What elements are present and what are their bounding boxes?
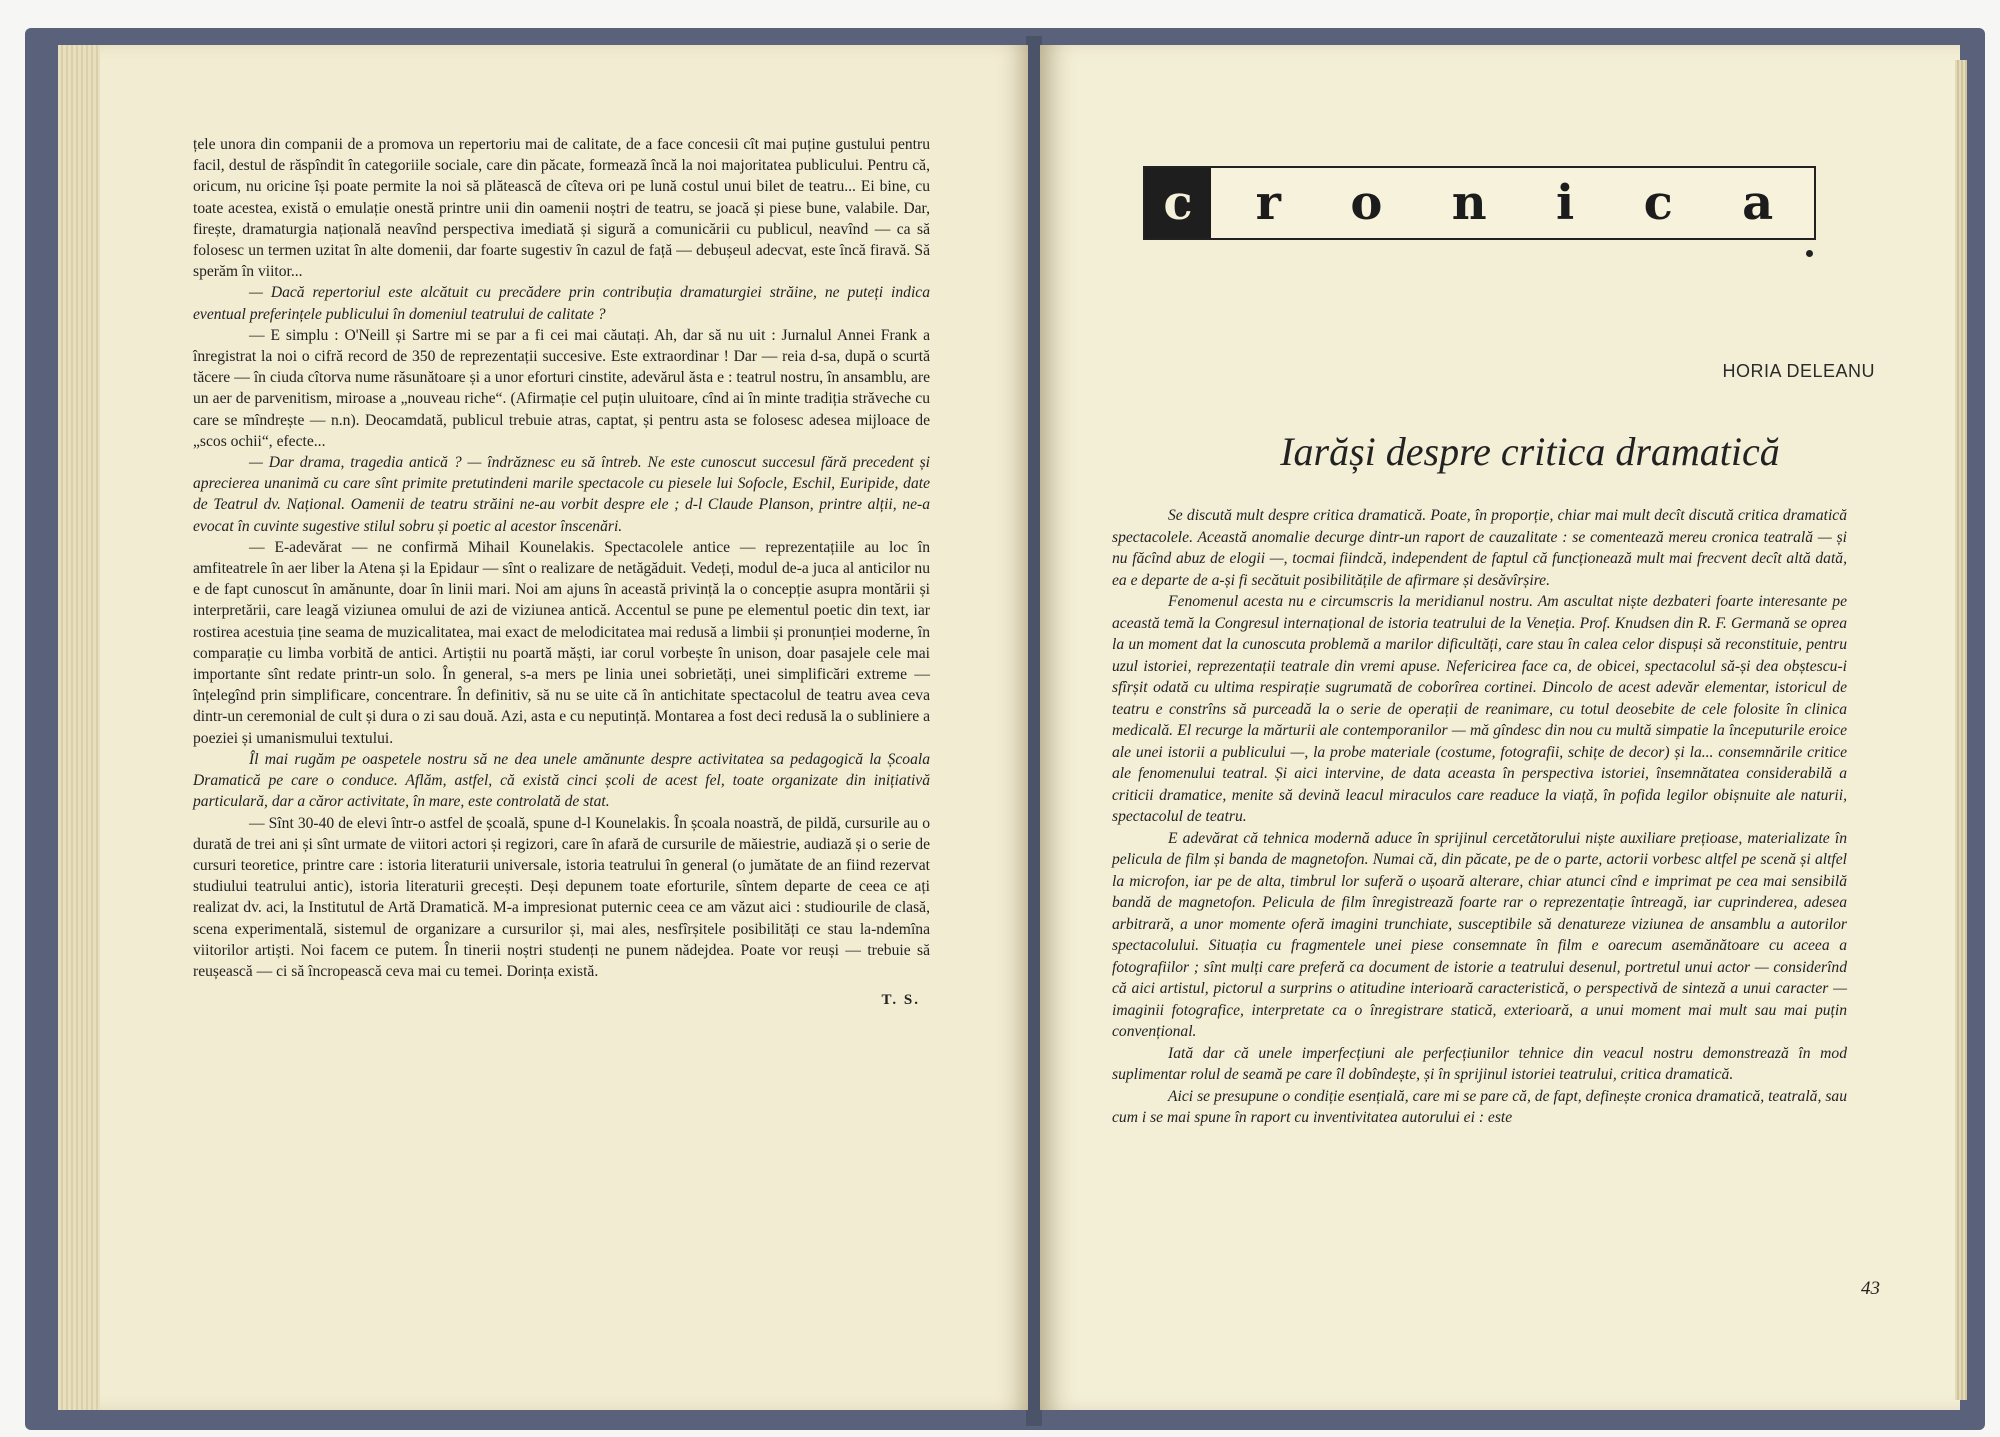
left-paragraph-4: — Dar drama, tragedia antică ? — îndrăznesc eu să întreb. Ne este cunoscut succesul fără precedent și aprecierea unanimă cu care sînt primite pretutindeni marile spectacole cu piesele lui Sofocle, Eschil, Euripide, date de Teatrul dv. Național. Oamenii de teatru străini ne-au vorbit despre ele ; d-l Claude Planson, printre alții, ne-a evocat în cuvinte sugestive stilul sobru și poetic al acestor înscenări. bbox=[193, 454, 930, 535]
signature: T. S. bbox=[881, 992, 920, 1009]
left-page-text bbox=[193, 134, 930, 1011]
page-number: 43 bbox=[1861, 1278, 1880, 1299]
masthead-letter: n bbox=[1451, 175, 1487, 231]
section-masthead bbox=[1143, 166, 1816, 240]
right-paragraph-1: Se discută mult despre critica dramatică. Poate, în proporție, chiar mai mult decît discută critica dramatică spectacolele. Această anomalie decurge dintr-un raport de cauzalitate : se comentează mereu cronica teatrală — și nu făcînd abuz de elogii —, tocmai fiindcă, independent de faptul că funcționează mult mai frecvent decît altă dată, ea e departe de a-și fi secătuit posibilitățile de afirmare și desăvîrșire. bbox=[1112, 507, 1847, 589]
right-paragraph-3: E adevărat că tehnica modernă aduce în sprijinul cercetătorului niște auxiliare prețioase, materializate în pelicula de film și banda de magnetofon. Numai că, din păcate, pe de o parte, actorii vorbesc altfel pe scenă și altfel la microfon, iar pe de alta, timbrul lor suferă o ușoară alterare, chiar atunci cînd e imprimat pe cea mai sensibilă bandă de magnetofon. Pelicula de film înregistrează foarte rar o reprezentație întreagă, iar cuprinderea, adesea arbitrară, a unor momente oferă imagini trunchiate, susceptibile să denatureze viziunea de ansamblu a autorilor spectacolului. Situația cu fragmentele unei piese consemnate în film e oarecum asemănătoare cu aceea a fotografiilor ; sînt mulți care preferă ca document de istorie a teatrului desenul, portretul unui actor — considerînd că aici artistul, pictorul a surprins o atitudine interioară caracteristică, o perspectivă de sinteză a unui caracter — imaginii fotografice, interpretate ca o înregistrare statică, exterioară, a unui moment mai mult sau mai puțin convențional. bbox=[1112, 829, 1847, 1040]
left-paragraph-1: țele unora din companii de a promova un repertoriu mai de calitate, de a face concesii cît mai puține gustului pentru facil, destul de răspîndit în categoriile sociale, care din păcate, formează încă la noi majoritatea publicului. Pentru că, oricum, nu oricine își poate permite la noi să plătească de cîteva ori pe lună costul unui bilet de teatru... Ei bine, cu toate acestea, există o emulație onestă printre unii din oamenii noștri de teatru, se joacă și piese bune, valabile. Dar, firește, dramaturgia națională neavînd perspectiva imediată și sigură a comunicării cu publicul, neavînd — ca să folosesc un termen uzitat în alte domenii, dar foarte sugestiv în cazul de față — debușeul adecvat, este încă firavă. Să sperăm în viitor... bbox=[193, 136, 930, 281]
article-author: HORIA DELEANU bbox=[1722, 361, 1875, 381]
masthead-letter: a bbox=[1742, 175, 1774, 231]
masthead-letter: c bbox=[1643, 175, 1673, 231]
masthead-letters bbox=[1211, 175, 1814, 231]
right-paragraph-2: Fenomenul acesta nu e circumscris la meridianul nostru. Am ascultat niște dezbateri foarte interesante pe această temă la Congresul internațional de istoria teatrului de la Veneția. Prof. Knudsen din R. F. Germană se oprea la un moment dat la cunoscuta problemă a marilor dificultăți, care stau în calea celor dispuși să reconstituie, pentru uzul istoriei, reprezentații teatrale din vremi apuse. Nefericirea face ca, de obicei, spectacolul să-și dea obștescu-i sfîrșit odată cu ultima respirație sugrumată de coborîrea cortinei. Dincolo de acest adevăr elementar, istoricul de teatru e constrîns să purceadă la o serie de operații de reanimare, cu totul deosebite de cele folosite în clinica medicală. El recurge la mărturii ale contemporanilor — mă gîndesc din nou cu multă simpatie la începuturile eroice ale unei istorii a publicului —, la probe materiale (costume, fotografii, schițe de decor) și la... consemnările critice ale fenomenului teatral. Și aici intervine, de data aceasta în perspectiva istoriei, însemnătatea considerabilă a criticii dramatice, menite să devină leacul miraculos care readuce la viață, în pofida legilor obișnuite ale naturii, spectacolul de teatru. bbox=[1112, 593, 1847, 825]
left-paragraph-5: — E-adevărat — ne confirmă Mihail Kounelakis. Spectacolele antice — reprezentațiile au loc în amfiteatrele în aer liber la Atena și la Epidaur — sînt o realizare de netăgăduit. Vedeți, modul de-a juca al anticilor nu e de fapt cunoscut în amănunte, doar în linii mari. Noi am ajuns în această privință la o concepție asupra montării și interpretării, care leagă viziunea omului de azi de viziunea antică. Accentul se pune pe elementul poetic din text, iar rostirea acestuia ține seama de muzicalitatea, mai exact de melodicitatea mai redusă a limbii și pronunției moderne, în comparație cu limba vorbită de antici. Artiștii nu poartă măști, iar corul vorbește în unison, doar pasajele cele mai importante sînt redate printr-un solo. În general, s-a mers pe linia unei sobrietăți, unei simplificări extreme — înțelegînd prin simplificare, concentrare. În definitiv, să nu se uite că în antichitate spectacolul de teatru avea ceva dintr-un ceremonial de cult și dura o zi sau două. Azi, asta e cu neputință. Montarea a fost deci redusă la o subliniere a poeziei și umanismului textului. bbox=[193, 538, 930, 747]
right-paragraph-4: Iată dar că unele imperfecțiuni ale perfecțiunilor tehnice din veacul nostru demonstrează în mod suplimentar rolul de seamă pe care îl dobîndește, și în sprijinul istoriei teatrului, critica dramatică. bbox=[1112, 1044, 1847, 1083]
left-paragraph-3: — E simplu : O'Neill și Sartre mi se par a fi cei mai căutați. Ah, dar să nu uit : Jurnalul Annei Frank a înregistrat la noi o cifră record de 350 de reprezentații succesive. Este extraordinar ! Dar — reia d-sa, după o scurtă tăcere — în ciuda cîtorva nume răsunătoare și a unor eforturi cinstite, adevărul ăsta e : teatrul nostru, în ansamblu, are un aer de parvenitism, miroase a „nouveau riche“. (Afirmație cel puțin uluitoare, cînd ai în minte tradiția străveche cu care se mîndrește — n.n). Deocamdată, publicul trebuie atras, captat, și pentru asta se folosesc adesea mijloace de „scos ochii“, efecte... bbox=[193, 326, 930, 450]
article-title: Iarăși despre critica dramatică bbox=[1280, 429, 1780, 474]
right-page-edges bbox=[1955, 60, 1967, 1400]
left-page-edges bbox=[58, 45, 100, 1410]
left-paragraph-2: — Dacă repertoriul este alcătuit cu precădere prin contribuția dramaturgiei străine, ne puteți indica eventual preferințele publicului în domeniul teatrului de calitate ? bbox=[193, 284, 930, 323]
masthead-initial: c bbox=[1145, 168, 1211, 238]
left-paragraph-6: Îl mai rugăm pe oaspetele nostru să ne dea unele amănunte despre activitatea sa pedagogică la Școala Dramatică pe care o conduce. Aflăm, astfel, că există cinci școli de acest fel, toate organizate din inițiativă particulară, dar a căror activitate, în mare, este controlată de stat. bbox=[193, 750, 930, 811]
masthead-letter: i bbox=[1555, 175, 1575, 231]
masthead-ornament bbox=[1806, 250, 1813, 257]
right-page-text bbox=[1112, 505, 1847, 1129]
right-paragraph-5: Aici se presupune o condiție esențială, care mi se pare că, de fapt, definește cronica dramatică, teatrală, sau cum i se mai spune în raport cu inventivitatea autorului ei : este bbox=[1112, 1087, 1847, 1126]
left-paragraph-7: — Sînt 30-40 de elevi într-o astfel de școală, spune d-l Kounelakis. În școala noastră, de pildă, cursurile au o durată de trei ani și sînt urmate de viitori actori și regizori, care în afară de cursurile de măiestrie, audiază și o serie de cursuri teoretice, printre care : istoria literaturii universale, istoria teatrului în general (o jumătate de an fiind rezervat studiului teatrului antic), istoria literaturii grecești. Deși depunem toate eforturile, sîntem departe de ceea ce ați realizat dv. aci, la Institutul de Artă Dramatică. M-a impresionat puternic ceea ce am văzut aici : studiourile de clasă, scena experimentală, sistemul de organizare a cursurilor și, mai ales, nesfîrșitele posibilități ce stau la-ndemîna viitorilor artiști. Noi facem ce putem. În tinerii noștri studenți ne punem nădejdea. Poate vor reuși — trebuie să reușească — ci să încropească ceva mai cu temei. Dorința există. bbox=[193, 814, 930, 980]
masthead-letter: r bbox=[1255, 175, 1281, 231]
masthead-letter: o bbox=[1350, 175, 1383, 231]
